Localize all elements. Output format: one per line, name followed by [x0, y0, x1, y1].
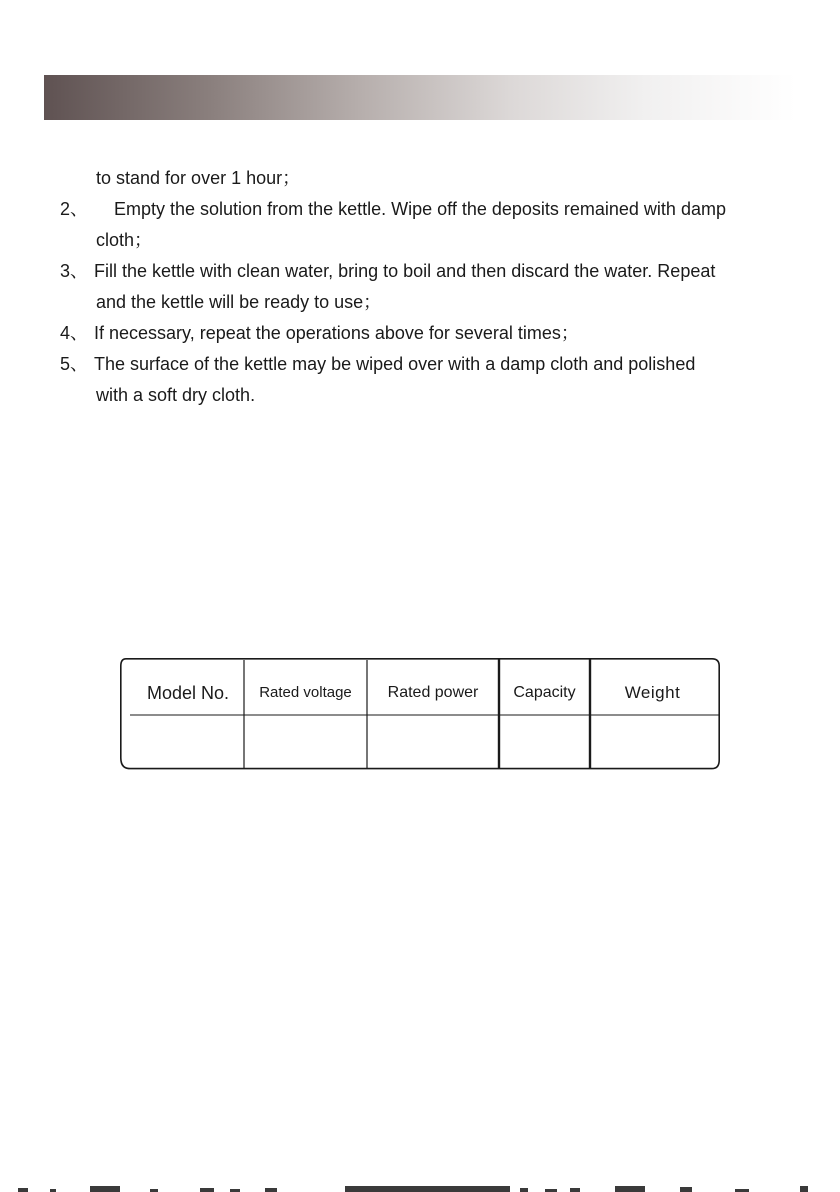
value-capacity	[499, 728, 590, 752]
continuation-line: to stand for over 1 hour；	[96, 168, 301, 188]
section-header-bar	[44, 75, 796, 120]
header-model-no: Model No.	[146, 683, 230, 703]
step-3-line-2: and the kettle will be ready to use；	[96, 292, 382, 312]
header-rated-voltage: Rated voltage	[259, 684, 352, 701]
spec-table-frame	[120, 658, 720, 770]
step-3-line-1: Fill the kettle with clean water, bring to boil and then discard the water. Repeat	[94, 261, 716, 281]
spec-table	[120, 658, 720, 770]
step-4-line-1: If necessary, repeat the operations above for several times；	[94, 323, 579, 343]
header-rated-power: Rated power	[387, 684, 479, 701]
value-rated-voltage	[244, 728, 367, 752]
value-model-no	[132, 728, 244, 752]
header-capacity: Capacity	[513, 684, 576, 701]
header-weight: Weight	[624, 683, 681, 702]
step-2-number: 2、	[60, 199, 89, 219]
step-4-number: 4、	[60, 323, 89, 343]
value-rated-power	[367, 728, 499, 752]
step-2-line-1: Empty the solution from the kettle. Wipe off the deposits remained with damp	[114, 199, 726, 219]
value-weight	[590, 728, 715, 752]
step-5-line-1: The surface of the kettle may be wiped over with a damp cloth and polished	[94, 354, 696, 374]
cropped-footer-text	[0, 1184, 840, 1192]
step-5-number: 5、	[60, 354, 89, 374]
step-5-line-2: with a soft dry cloth.	[96, 385, 256, 405]
step-2-line-2: cloth；	[96, 230, 153, 250]
step-3-number: 3、	[60, 261, 89, 281]
